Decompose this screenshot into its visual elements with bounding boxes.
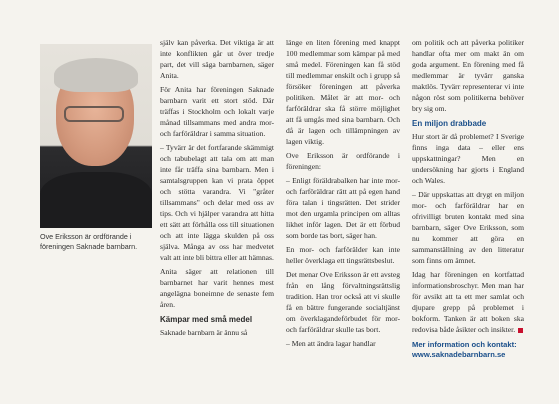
paragraph: Anita säger att relationen till barnbarnet har varit hennes mest angelägna boneimne de senaste fem åren.: [160, 267, 274, 309]
paragraph: – Där uppskattas att drygt en miljon mor- och farföräldrar har en ofrivilligt bruten kontakt med sina barnbarn, säger Ove Eriksson, som nu kommer att göra en sammanställning av den litteratur som finns om ämnet.: [412, 190, 524, 265]
paragraph: Ove Eriksson är ordförande i föreningen:: [286, 151, 400, 171]
paragraph: [412, 269, 524, 335]
paragraph: själv kan påverka. Det viktiga är att inte konflikten går ut över tredje part, det vill säga barnbarnen, säger Anita.: [160, 38, 274, 80]
paragraph-text: Idag har föreningen en kortfattad informationsbroschyr. Men man har för avsikt att ta ett mer samlat och djupare grepp på problemet i bokform. Tanken är att boken ska redovisa både åsikter och insikter.: [412, 270, 524, 334]
glasses: [64, 106, 124, 122]
more-info-label: Mer information och kontakt:: [412, 340, 517, 349]
photo-caption: Ove Eriksson är ordförande i föreningen Saknade barnbarn.: [40, 232, 138, 251]
subheading: En miljon drabbade: [412, 119, 487, 128]
paragraph: om politik och att påverka politiker handlar ofta mer om makt än om goda argument. En förening med få medlemmar är tyvärr ganska maktlös. Tyvärr representerar vi inte någon röst som politikerna behöver bry sig om.: [412, 38, 524, 113]
shirt: [40, 172, 152, 228]
paragraph: – Tyvärr är det fortfarande skämmigt och tabubelagt att tala om att man inte får träffa sina barnbarn. Men i samtalsgruppen kan vi prata öppet och stötta varandra. Vi "gråter tillsammans" och delar med oss av tips. Och vi hjälper varandra att hitta ett sätt att förhålla oss till situationen och att inte lägga skulden på oss själva. Många av oss har medvetet valt att inte bli bittra eller att hämnas.: [160, 143, 274, 262]
website-link[interactable]: www.saknadebarnbarn.se: [412, 350, 506, 359]
hair: [54, 58, 138, 92]
end-mark-icon: [518, 328, 523, 333]
paragraph: – Men att ändra lagar handlar: [286, 339, 376, 348]
paragraph: En mor- och farförälder kan inte heller överklaga ett tingsrättsbeslut.: [286, 245, 400, 265]
more-info: [412, 340, 524, 360]
paragraph: – Enligt föräldrabalken har inte mor- och farföräldrar rätt att på egen hand föra talan i tingsrätten. Det strider mot den urgamla principen om alltas likhet inför lagen. Det är ett förbud som borde tas bort, säger han.: [286, 176, 400, 240]
paragraph: Det menar Ove Eriksson är ett avsteg från en lång förvaltningsrättslig tradition. Han tror också att vi skulle få en bättre fungerande socialtjänst om överklagandeförbudet för mor- och farföräldrar skulle tas bort.: [286, 270, 400, 334]
paragraph: För Anita har föreningen Saknade barnbarn varit ett stort stöd. Där träffas i Stockholm och lokalt varje månad tillsammans med andra mor- och farföräldrar i samma situation.: [160, 85, 274, 138]
paragraph: länge en liten förening med knappt 100 medlemmar som kämpar på med små medel. Föreningen kan få stöd till medlemmar enskilt och i grupp så försöker föreningen att påverka politiken. Målet är att mor- och farföräldrar ska få större möjlighet att få umgås med sina barnbarn. Och då är lagen och tillämpningen av lagen viktig.: [286, 38, 400, 146]
paragraph: Saknade barnbarn är ännu så: [160, 328, 248, 337]
column-2: [286, 37, 400, 352]
paragraph: Hur stort är då problemet? I Sverige finns inga data – eller ens uppskattningar? Men en undersökning har gjorts i England och Wales.: [412, 132, 524, 185]
column-3: [412, 37, 524, 360]
subheading: Kämpar med små medel: [160, 315, 253, 324]
portrait-photo: [40, 44, 152, 228]
column-1: [160, 37, 274, 341]
